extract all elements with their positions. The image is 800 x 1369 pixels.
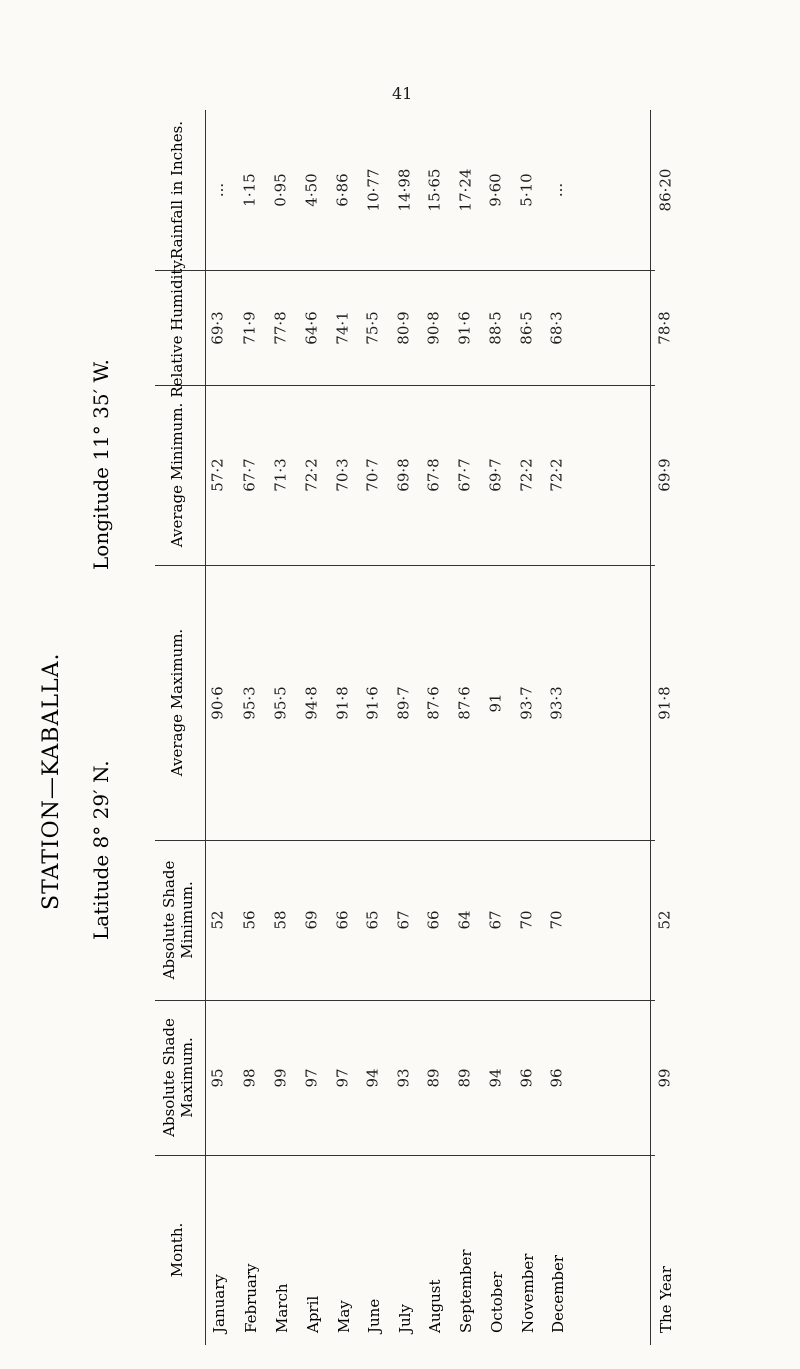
row-9-avg-min: 67·7 — [456, 458, 474, 492]
row-8-avg-min: 67·8 — [425, 458, 443, 492]
row-7-avg-min: 69·8 — [395, 458, 413, 492]
header-label: Average Minimum. — [168, 402, 186, 548]
row-4-avg-max: 94·8 — [303, 685, 321, 720]
year-rainfall: 86·20 — [656, 168, 675, 212]
row-8-humidity: 90·8 — [425, 310, 443, 345]
row-3-abs-max: 99 — [272, 1067, 290, 1088]
month-label: August — [426, 1279, 444, 1333]
row-3-avg-max: 95·5 — [272, 685, 290, 720]
header-label: Relative Humidity. — [168, 257, 186, 398]
row-9-rainfall: 17·24 — [456, 168, 475, 212]
month-label: June — [365, 1298, 383, 1333]
row-6-avg-max: 91·6 — [364, 685, 382, 720]
row-5-abs-min: 66 — [334, 910, 352, 930]
header-rule — [205, 110, 206, 1345]
row-4-abs-max: 97 — [303, 1067, 321, 1088]
page-number: 41 — [392, 84, 413, 103]
row-5-avg-min: 70·3 — [334, 458, 352, 492]
column-separator — [155, 270, 655, 271]
row-2-humidity: 71·9 — [241, 310, 259, 345]
row-9-avg-max: 87·6 — [456, 685, 474, 720]
row-10-rainfall: 9·60 — [487, 173, 505, 207]
month-label: May — [335, 1300, 353, 1333]
row-1-abs-min: 52 — [209, 910, 227, 930]
row-6-abs-min: 65 — [364, 910, 382, 930]
header-month — [160, 1155, 200, 1345]
month-label: March — [273, 1283, 291, 1333]
row-10-abs-max: 94 — [487, 1067, 505, 1088]
row-12-humidity: 68·3 — [548, 310, 566, 345]
year-avg-max: 91·8 — [656, 685, 674, 720]
header-label: Absolute Shade — [160, 1018, 178, 1137]
year-separator — [650, 110, 651, 1345]
header-avg-max — [160, 565, 200, 840]
row-9-abs-min: 64 — [456, 910, 474, 930]
row-11-rainfall: 5·10 — [518, 173, 536, 207]
row-3-humidity: 77·8 — [272, 310, 290, 345]
year-humidity: 78·8 — [656, 310, 674, 345]
year-abs-min: 52 — [656, 910, 674, 930]
latitude-text: Latitude 8° 29′ N. — [89, 760, 113, 940]
row-11-abs-max: 96 — [518, 1067, 536, 1088]
row-3-abs-min: 58 — [272, 910, 290, 930]
row-1-abs-max: 95 — [209, 1067, 227, 1088]
header-rainfall — [160, 110, 200, 270]
longitude-text: Longitude 11° 35′ W. — [89, 359, 113, 570]
header-abs-min — [160, 840, 200, 1000]
row-11-humidity: 86·5 — [518, 310, 536, 345]
row-4-abs-min: 69 — [303, 910, 321, 930]
row-8-abs-min: 66 — [425, 910, 443, 930]
row-1-rainfall: ... — [209, 182, 227, 198]
header-label: Rainfall in Inches. — [168, 120, 186, 260]
station-title-text: STATION—KABALLA. — [39, 652, 64, 910]
row-1-avg-max: 90·6 — [209, 685, 227, 720]
row-8-avg-max: 87·6 — [425, 685, 443, 720]
header-label: Maximum. — [178, 1037, 196, 1118]
row-5-abs-max: 97 — [334, 1067, 352, 1088]
column-separator — [155, 840, 655, 841]
row-10-avg-min: 69·7 — [487, 458, 505, 492]
row-9-humidity: 91·6 — [456, 310, 474, 345]
row-5-rainfall: 6·86 — [334, 173, 352, 207]
row-11-avg-min: 72·2 — [518, 458, 536, 492]
row-3-rainfall: 0·95 — [272, 173, 290, 207]
column-separator — [155, 1155, 655, 1156]
month-label: April — [304, 1295, 322, 1333]
row-1-avg-min: 57·2 — [209, 458, 227, 492]
row-5-humidity: 74·1 — [334, 310, 352, 345]
row-7-abs-min: 67 — [395, 910, 413, 930]
column-separator — [155, 565, 655, 566]
row-3-avg-min: 71·3 — [272, 458, 290, 492]
header-abs-max — [160, 1000, 200, 1155]
row-4-avg-min: 72·2 — [303, 458, 321, 492]
row-12-abs-max: 96 — [548, 1067, 566, 1088]
row-11-avg-max: 93·7 — [518, 685, 536, 720]
row-10-humidity: 88·5 — [487, 310, 505, 345]
row-4-humidity: 64·6 — [303, 310, 321, 345]
month-label: December — [549, 1254, 567, 1333]
year-month — [645, 1163, 685, 1337]
month-label: February — [242, 1263, 260, 1333]
row-7-humidity: 80·9 — [395, 310, 413, 345]
row-8-abs-max: 89 — [425, 1067, 443, 1088]
header-humidity — [160, 257, 200, 398]
header-label: Average Maximum. — [168, 628, 186, 777]
month-label: July — [396, 1304, 414, 1333]
row-5-avg-max: 91·8 — [334, 685, 352, 720]
month-label: October — [488, 1271, 506, 1333]
row-10-abs-min: 67 — [487, 910, 505, 930]
header-label: Minimum. — [178, 881, 196, 959]
row-12-rainfall: ... — [548, 182, 566, 198]
row-6-avg-min: 70·7 — [364, 458, 382, 492]
row-7-abs-max: 93 — [395, 1067, 413, 1088]
row-7-avg-max: 89·7 — [395, 685, 413, 720]
row-8-rainfall: 15·65 — [425, 168, 444, 212]
header-label: Absolute Shade — [160, 860, 178, 980]
column-separator — [155, 1000, 655, 1001]
row-2-avg-min: 67·7 — [241, 458, 259, 492]
row-2-rainfall: 1·15 — [241, 173, 259, 207]
row-12-abs-min: 70 — [548, 910, 566, 930]
row-12-avg-max: 93·3 — [548, 685, 566, 720]
row-12-month — [537, 1163, 577, 1337]
row-11-abs-min: 70 — [518, 910, 536, 930]
row-6-rainfall: 10·77 — [364, 168, 383, 212]
year-abs-max: 99 — [656, 1067, 674, 1088]
row-10-avg-max: 91 — [487, 692, 505, 713]
row-12-avg-min: 72·2 — [548, 458, 566, 492]
year-avg-min: 69·9 — [656, 458, 674, 492]
row-2-avg-max: 95·3 — [241, 685, 259, 720]
row-4-rainfall: 4·50 — [303, 173, 321, 207]
row-9-abs-max: 89 — [456, 1067, 474, 1088]
row-1-humidity: 69·3 — [209, 310, 227, 345]
month-label: September — [457, 1249, 475, 1333]
row-6-abs-max: 94 — [364, 1067, 382, 1088]
column-separator — [155, 385, 655, 386]
row-2-abs-min: 56 — [241, 910, 259, 930]
month-label: January — [210, 1274, 228, 1333]
row-6-humidity: 75·5 — [364, 310, 382, 345]
row-2-abs-max: 98 — [241, 1067, 259, 1088]
month-label: The Year — [657, 1266, 675, 1333]
month-label: November — [519, 1253, 537, 1333]
row-7-rainfall: 14·98 — [395, 168, 414, 212]
header-label: Month. — [168, 1222, 186, 1278]
header-avg-min — [160, 385, 200, 565]
